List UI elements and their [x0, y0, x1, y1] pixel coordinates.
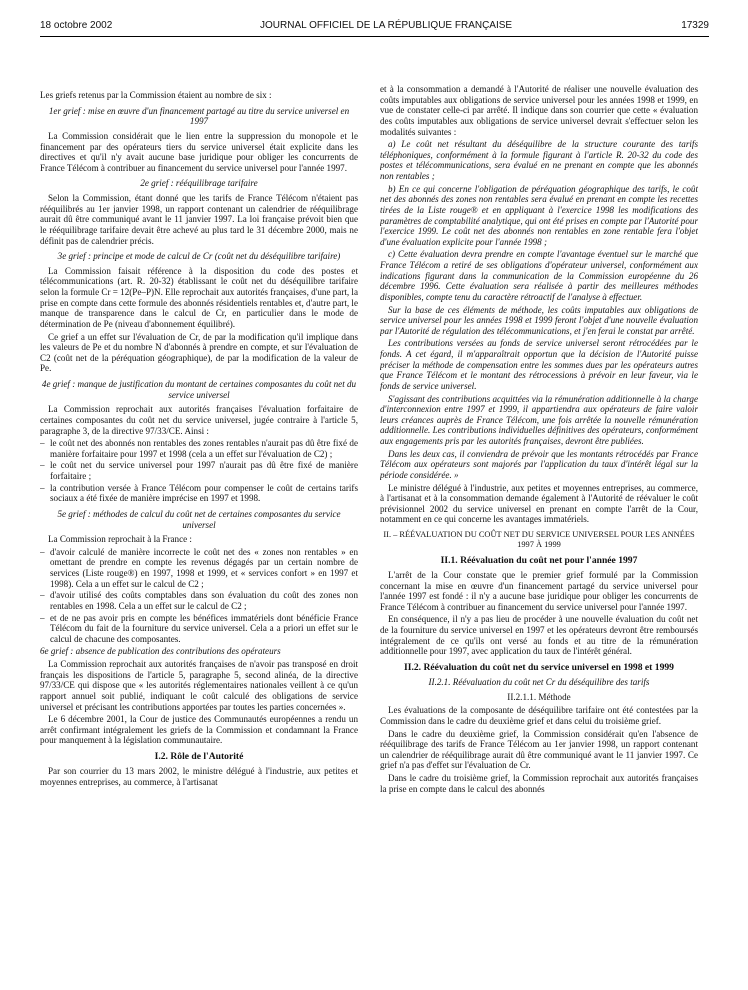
subsection-heading: II.2. Réévaluation du coût net du service universel en 1998 et 1999 — [404, 661, 674, 673]
list-item: – la contribution versée à France Télécom pour compenser le coût de certains tarifs sociaux a été fixée de manière imprécise en 1997 et 1998. — [40, 483, 358, 504]
page-header — [40, 20, 709, 34]
quoted-paragraph: Dans les deux cas, il conviendra de prévoir que les montants rétrocédés par France Télécom aux opérateurs sont majorés par l'application du taux d'intérêt légal sur la période considérée. » — [380, 448, 698, 480]
list-item: – et de ne pas avoir pris en compte les bénéfices immatériels dont bénéficie France Télécom du fait de la fourniture du service universel. Cela a a priori un effet sur le calcul de chacune des composantes. — [40, 613, 358, 645]
paragraph: La Commission reprochait à la France : — [48, 534, 192, 545]
grief-heading-4: 4e grief : manque de justification du montant de certaines composantes du coût net du service universel — [41, 379, 357, 400]
quoted-paragraph: a) Le coût net résultant du déséquilibre de la structure courante des tarifs téléphoniques, conformément à la formule figurant à l'article R. 20-32 du code des postes et télécommunications, sera évalué en ne prenant en compte que les abonnés non rentables ; — [380, 139, 698, 181]
list-item: – d'avoir utilisé des coûts comptables dans son évaluation du coût des zones non rentables en 1998. Cela a un effet sur le calcul de C2 ; — [40, 590, 358, 611]
paragraph: Selon la Commission, étant donné que les tarifs de France Télécom n'étaient pas rééquilibrés au 1er janvier 1998, un rapport contenant un calendrier de rééquilibrage aurait dû être communiqué avant le 11 janvier 1997. La loi française prévoit bien que le rééquilibrage tarifaire devait être achevé au plus tard le 31 décembre 2000, mais ne définit pas de calendrier précis. — [40, 193, 358, 246]
subsubsection-heading: II.2.1. Réévaluation du coût net Cr du déséquilibre des tarifs — [428, 677, 650, 688]
paragraph: Le ministre délégué à l'industrie, aux petites et moyennes entreprises, au commerce, à l'artisanat et à la consommation demande également à l'Autorité de réévaluer le coût prévisionnel 2002 du service universel en prenant en compte l'arrêt de la Cour, notamment en ce qui concerne les avantages immatériels. — [380, 482, 698, 525]
section-heading: II. – RÉÉVALUATION DU COÛT NET DU SERVICE UNIVERSEL POUR LES ANNÉES 1997 À 1999 — [383, 530, 695, 549]
paragraph: Dans le cadre du troisième grief, la Commission reprochait aux autorités françaises la prise en compte dans le calcul des abonnés — [380, 773, 698, 794]
paragraph: En conséquence, il n'y a pas lieu de procéder à une nouvelle évaluation du coût net de la fourniture du service universel en 1997 et les opérateurs devront être remboursés intégralement de ce qu'ils ont versé au fonds et au titre de la rémunération additionnelle pour 1997, avec application du taux de l'intérêt général. — [380, 614, 698, 657]
method-heading: II.2.1.1. Méthode — [507, 691, 571, 702]
left-column — [40, 90, 358, 985]
paragraph: Le 6 décembre 2001, la Cour de justice des Communautés européennes a rendu un arrêt confirmant intégralement les griefs de la Commission et condamnant la France pour manquement à la législation communautaire. — [40, 714, 358, 746]
grief-heading-2: 2e grief : rééquilibrage tarifaire — [140, 178, 258, 189]
paragraph: L'arrêt de la Cour constate que le premier grief formulé par la Commission concernant la mise en œuvre d'un financement partagé du service universel pour l'année 1997 est fondé : il n'y a aucune base juridique pour obliger les concurrents de France Télécom à contribuer au financement du service universel pour l'année 1997. — [380, 569, 698, 612]
paragraph: La Commission faisait référence à la disposition du code des postes et télécommunications (art. R. 20-32) établissant le coût net du déséquilibre tarifaire selon la formule Cr = 12(Pe–P)N. Elle reprochait aux autorités françaises, d'une part, la prise en compte dans cette formule des abonnés résidentiels rentables et, d'autre part, le manque de transparence dans le calcul de Cr, en particulier dans le mode de détermination de Pe (niveau d'abonnement équilibré). — [40, 265, 358, 329]
header-journal-title: JOURNAL OFFICIEL DE LA RÉPUBLIQUE FRANÇAISE — [260, 20, 513, 31]
dash-list — [40, 438, 358, 504]
paragraph: Par son courrier du 13 mars 2002, le ministre délégué à l'industrie, aux petites et moyennes entreprises, au commerce, à l'artisanat — [40, 766, 358, 787]
quoted-paragraph: c) Cette évaluation devra prendre en compte l'avantage éventuel sur le marché que France Télécom a retiré de ses obligations d'opérateur universel, conformément aux indications figurant dans la communication de la Commission européenne du 26 décembre 1996. Cette évaluation sera réalisée à partir des meilleures méthodes disponibles, compte tenu du caractère rétroactif de l'analyse à effectuer. — [380, 249, 698, 302]
paragraph: Ce grief a un effet sur l'évaluation de Cr, de par la modification qu'il implique dans les valeurs de Pe et du nombre N d'abonnés à prendre en compte, et sur l'évaluation de C2 (coût net de la péréquation géographique), de par la modification de la valeur de Pe. — [40, 331, 358, 374]
paragraph: La Commission reprochait aux autorités françaises l'évaluation forfaitaire de certaines composantes du coût net du service universel, jugée contraire à l'article 5, paragraphe 3, de la directive 97/33/CE. Ainsi : — [40, 404, 358, 436]
list-item: – le coût net du service universel pour 1997 n'aurait pas dû être fixé de manière forfaitaire ; — [40, 460, 358, 481]
header-date: 18 octobre 2002 — [40, 20, 113, 31]
right-column — [380, 84, 698, 979]
list-item: – le coût net des abonnés non rentables des zones rentables n'aurait pas dû être fixé de manière forfaitaire pour 1997 et 1998 (cela a un effet sur l'évaluation de C2) ; — [40, 438, 358, 459]
paragraph: Dans le cadre du deuxième grief, la Commission considérait qu'en l'absence de rééquilibrage des tarifs de France Télécom au 1er janvier 1998, un rapport contenant un calendrier de rééquilibrage aurait dû être communiqué avant le 11 janvier 1997. Ce grief n'a pas d'effet sur l'évaluation de Cr. — [380, 728, 698, 771]
header-rule — [40, 36, 709, 37]
quoted-paragraph: Sur la base de ces éléments de méthode, les coûts imputables aux obligations de service universel pour les années 1998 et 1999 feront l'objet d'une nouvelle évaluation par l'Autorité de régulation des télécommunications, et j'en ferai le constat par arrêté. — [380, 304, 698, 336]
list-item: – d'avoir calculé de manière incorrecte le coût net des « zones non rentables » en omettant de prendre en compte les revenus dégagés par un certain nombre de services (Liste rouge®) en 1997, 1998 et 1999, et « services confort » en 1997 et 1998). Cela a un effet sur le calcul de C2 ; — [40, 547, 358, 590]
dash-list — [40, 547, 358, 645]
header-page-number: 17329 — [681, 20, 709, 31]
quoted-paragraph: b) En ce qui concerne l'obligation de péréquation géographique des tarifs, le coût net des abonnés des zones non rentables sera évalué en prenant en compte les recettes tirées de la Liste rouge® et en appliquant à l'exercice 1998 les modifications des paramètres de comptabilité analytique, qui ont été prises en compte par l'Autorité pour l'exercice 1999. Le coût net des abonnés non rentables en zone rentable fera l'objet d'une évaluation explicite pour l'année 1998 ; — [380, 183, 698, 247]
subsection-heading: II.1. Réévaluation du coût net pour l'année 1997 — [440, 554, 638, 566]
grief-heading-6: 6e grief : absence de publication des contributions des opérateurs — [40, 646, 281, 657]
grief-heading-5: 5e grief : méthodes de calcul du coût net de certaines composantes du service universel — [57, 508, 341, 530]
grief-heading-1: 1er grief : mise en œuvre d'un financement partagé au titre du service universel en 1997 — [48, 105, 350, 127]
grief-heading-3: 3e grief : principe et mode de calcul de Cr (coût net du déséquilibre tarifaire) — [57, 251, 341, 262]
paragraph: et à la consommation a demandé à l'Autorité de réaliser une nouvelle évaluation des coûts imputables aux obligations de service universel pour les années 1998 et 1999, en vue de constater celle-ci par arrêté. Il indique dans son courrier que cette « évaluation des coûts imputables aux obligations de service universel devrait s'effectuer selon les modalités suivantes : — [380, 84, 698, 137]
quoted-paragraph: Les contributions versées au fonds de service universel seront rétrocédées par le fonds. A cet égard, il m'apparaîtrait opportun que la décision de l'Autorité puisse préciser la méthode de compensation entre les sommes dues par les opérateurs autres que France Télécom et le montant des rétrocessions à prévoir en leur faveur, via le fonds de service universel. — [380, 338, 698, 391]
paragraph: La Commission reprochait aux autorités françaises de n'avoir pas transposé en droit français les dispositions de l'article 5, paragraphe 5, second alinéa, de la directive 97/33/CE qui dispose que « les autorités réglementaires nationales veillent à ce qu'un rapport annuel soit publié, indiquant le coût calculé des obligations de service universel et précisant les contributions apportées par toutes les parties concernées ». — [40, 659, 358, 712]
paragraph: Les évaluations de la composante de déséquilibre tarifaire ont été contestées par la Commission dans le cadre du deuxième grief et dans celui du troisième grief. — [380, 705, 698, 726]
quoted-paragraph: S'agissant des contributions acquittées via la rémunération additionnelle à la charge d'interconnexion entre 1997 et 1999, il appartiendra aux opérateurs de faire valoir leurs créances auprès de France Télécom, une fois arrêtée la nouvelle rémunération additionnelle. Les contributions individuelles définitives des opérateurs, conformément aux engagements pris par les autorités françaises, devront être publiées. — [380, 393, 698, 446]
section-heading: I.2. Rôle de l'Autorité — [154, 751, 244, 762]
paragraph: La Commission considérait que le lien entre la suppression du monopole et le financement par des opérateurs tiers du service universel était explicite dans les directives et qu'il n'y avait aucune base juridique pour obliger les concurrents de France Télécom à contribuer au financement du service universel pour l'année 1997. — [40, 130, 358, 173]
paragraph: Les griefs retenus par la Commission étaient au nombre de six : — [40, 90, 272, 100]
